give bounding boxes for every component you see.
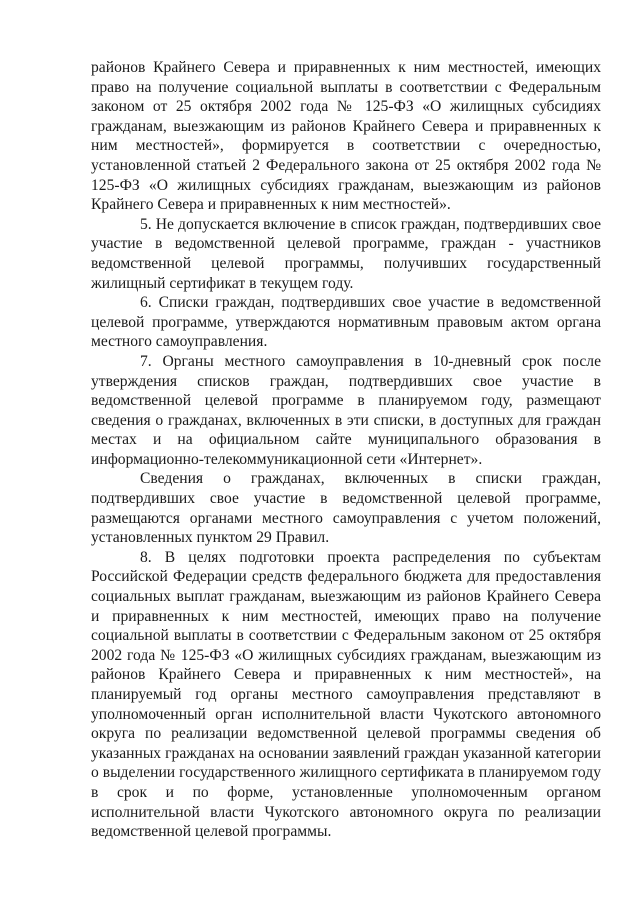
paragraph-item-7-details: Сведения о гражданах, включенных в списки граждан, подтвердивших свое участие в ведомственной целевой программе, размещаются органами местного самоуправления с учетом положений, установленных пунктом 29 Правил. (91, 470, 601, 547)
paragraph-item-8: 8. В целях подготовки проекта распределения по субъектам Российской Федерации средств федерального бюджета для предоставления социальных выплат гражданам, выезжающим из районов Крайнего Севера и приравненных к ним местностей, имеющих право на получение социальной выплаты в соответствии с Федеральным законом от 25 октября 2002 года № 125-ФЗ «О жилищных субсидиях гражданам, выезжающим из районов Крайнего Севера и приравненных к ним местностей», на планируемый год органы местного самоуправления представляют в уполномоченный орган исполнительной власти Чукотского автономного округа по реализации ведомственной целевой программы сведения об указанных гражданах на основании заявлений граждан указанной категории о выделении государственного жилищного сертификата в планируемом году в срок и по форме, установленные уполномоченным органом исполнительной власти Чукотского автономного округа по реализации ведомственной целевой программы. (91, 548, 601, 841)
document-page (91, 58, 601, 842)
paragraph-item-5: 5. Не допускается включение в список граждан, подтвердивших свое участие в ведомственной целевой программе, граждан - участников ведомственной целевой программы, получивших государственный жилищный сертификат в текущем году. (91, 215, 601, 292)
paragraph-item-6: 6. Списки граждан, подтвердивших свое участие в ведомственной целевой программе, утверждаются нормативным правовым актом органа местного самоуправления. (91, 294, 601, 351)
paragraph-item-7: 7. Органы местного самоуправления в 10-дневный срок после утверждения списков граждан, подтвердивших свое участие в ведомственной целевой программе в планируемом году, размещают сведения о гражданах, включенных в эти списки, в доступных для граждан местах и на официальном сайте муниципального образования в информационно-телекоммуникационной сети «Интернет». (91, 352, 601, 468)
paragraph-continuation: районов Крайнего Севера и приравненных к ним местностей, имеющих право на получение социальной выплаты в соответствии с Федеральным законом от 25 октября 2002 года № 125-ФЗ «О жилищных субсидиях гражданам, выезжающим из районов Крайнего Севера и приравненных к ним местностей», формируется в соответствии с очередностью, установленной статьей 2 Федерального закона от 25 октября 2002 года № 125-ФЗ «О жилищных субсидиях гражданам, выезжающим из районов Крайнего Севера и приравненных к ним местностей». (91, 59, 601, 214)
